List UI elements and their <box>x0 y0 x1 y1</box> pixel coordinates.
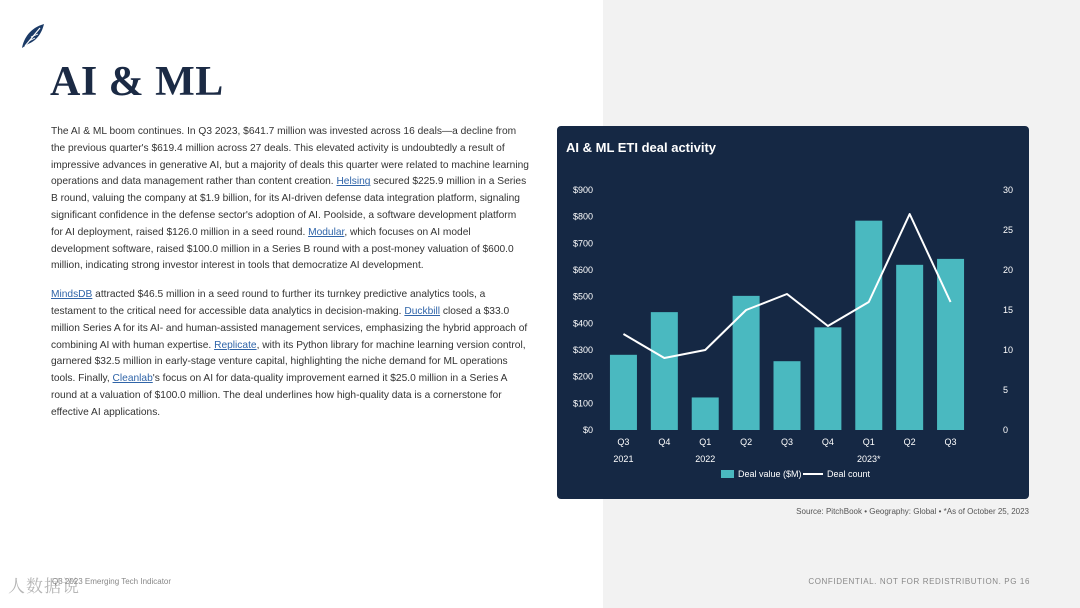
x-tick-label: Q2 <box>740 437 753 447</box>
legend-bar-label: Deal value ($M) <box>738 469 802 479</box>
paragraph-text: , with its Python library for machine learning version control, garnered $32.5 million in early-stage venture capital, highlighting the niche demand for ML operations tools. Finally, <box>51 339 526 385</box>
y-left-tick-label: $0 <box>582 425 593 435</box>
y-right-tick-label: 10 <box>1003 345 1014 355</box>
y-right-tick-label: 0 <box>1003 425 1009 435</box>
paragraph-text: 's focus on AI for data-quality improvement earned it $25.0 million in a Series A round at a valuation of $100.0 million. The deal underlines how high-quality data is a cornerstone for effective AI applications. <box>51 373 507 418</box>
watermark-logo: 人数据说 <box>8 577 80 596</box>
company-link-duckbill[interactable]: Duckbill <box>404 305 441 317</box>
paragraph-2 <box>51 287 529 421</box>
x-tick-label: Q1 <box>699 437 712 447</box>
y-right-tick-label: 15 <box>1003 305 1014 315</box>
deal-value-bar <box>733 296 760 430</box>
x-tick-label: Q4 <box>658 437 671 447</box>
x-year-label: 2022 <box>695 454 716 464</box>
company-link-modular[interactable]: Modular <box>308 226 345 238</box>
x-year-label: 2021 <box>613 454 634 464</box>
y-left-tick-label: $300 <box>572 345 593 355</box>
y-right-tick-label: 20 <box>1003 265 1014 275</box>
deal-value-bar <box>651 312 678 430</box>
deal-value-bar <box>896 265 923 430</box>
paragraph-1 <box>51 124 529 275</box>
company-link-replicate[interactable]: Replicate <box>214 339 257 351</box>
source-note: Source: PitchBook • Geography: Global • *As of October 25, 2023 <box>796 507 1029 516</box>
chart-title: AI & ML ETI deal activity <box>566 140 717 155</box>
y-left-tick-label: $700 <box>572 238 593 249</box>
body-text <box>51 124 529 434</box>
deal-value-bar <box>814 327 841 430</box>
footer-report-name: Q3 2023 Emerging Tech Indicator <box>52 577 172 586</box>
y-left-tick-label: $600 <box>572 265 593 275</box>
deal-value-bar <box>937 259 964 430</box>
x-year-label: 2023* <box>857 454 881 464</box>
paragraph-text: closed a $33.0 million Series A for its AI- and human-assisted management services, emphasizing the hybrid approach of combining AI with human expertise. <box>51 305 528 351</box>
deal-value-bar <box>855 221 882 430</box>
deal-activity-chart <box>557 126 1029 499</box>
x-tick-label: Q3 <box>944 437 957 447</box>
paragraph-text: The AI & ML boom continues. In Q3 2023, $641.7 million was invested across 16 deals—a decline from the previous quarter's $619.4 million across 27 deals. This elevated activity is undoubtedly a result of impressive advances in generative AI, but a majority of deals this quarter were related to machine learning operations and data management rather than content creation. <box>51 126 529 188</box>
paragraph-text: , which focuses on AI model development software, raised $100.0 million in a Series B round with a post-money valuation of $600.0 million, indicating strong investor interest in tools that democratize AI development. <box>51 226 514 272</box>
legend-bar-swatch <box>721 470 734 478</box>
y-left-tick-label: $100 <box>572 398 593 409</box>
company-link-helsing[interactable]: Helsing <box>336 176 371 188</box>
company-link-mindsdb[interactable]: MindsDB <box>51 289 93 301</box>
x-tick-label: Q1 <box>862 437 875 447</box>
chart-card <box>557 126 1029 499</box>
y-left-tick-label: $200 <box>572 371 593 382</box>
footer-confidential: CONFIDENTIAL. NOT FOR REDISTRIBUTION. PG 16 <box>808 577 1030 586</box>
y-left-tick-label: $400 <box>572 318 593 329</box>
pitchbook-logo-icon <box>20 22 46 50</box>
company-link-cleanlab[interactable]: Cleanlab <box>112 373 153 385</box>
paragraph-text: attracted $46.5 million in a seed round to further its turnkey predictive analytics tools, a testament to the critical need for accessible data analytics in decision-making. <box>51 289 486 317</box>
deal-value-bar <box>774 361 801 430</box>
deal-value-bar <box>610 355 637 430</box>
page-title: AI & ML <box>50 59 224 105</box>
legend-line-label: Deal count <box>827 469 871 479</box>
x-tick-label: Q2 <box>903 437 916 447</box>
deal-value-bar <box>692 397 719 430</box>
y-right-tick-label: 30 <box>1003 185 1014 195</box>
y-right-tick-label: 25 <box>1003 225 1014 235</box>
y-left-tick-label: $900 <box>572 185 593 195</box>
y-left-tick-label: $800 <box>572 211 593 222</box>
paragraph-text: secured $225.9 million in a Series B round, valuing the company at $1.9 billion, for its AI-driven defense data integration platform, signaling significant confidence in the defense sector's adoption of AI. Poolside, a software development platform for AI deployment, raised $126.0 million in a seed round. <box>51 176 527 238</box>
y-left-tick-label: $500 <box>572 291 593 302</box>
x-tick-label: Q3 <box>780 437 794 447</box>
x-tick-label: Q4 <box>821 437 834 447</box>
x-tick-label: Q3 <box>617 437 630 447</box>
y-right-tick-label: 5 <box>1003 385 1009 395</box>
